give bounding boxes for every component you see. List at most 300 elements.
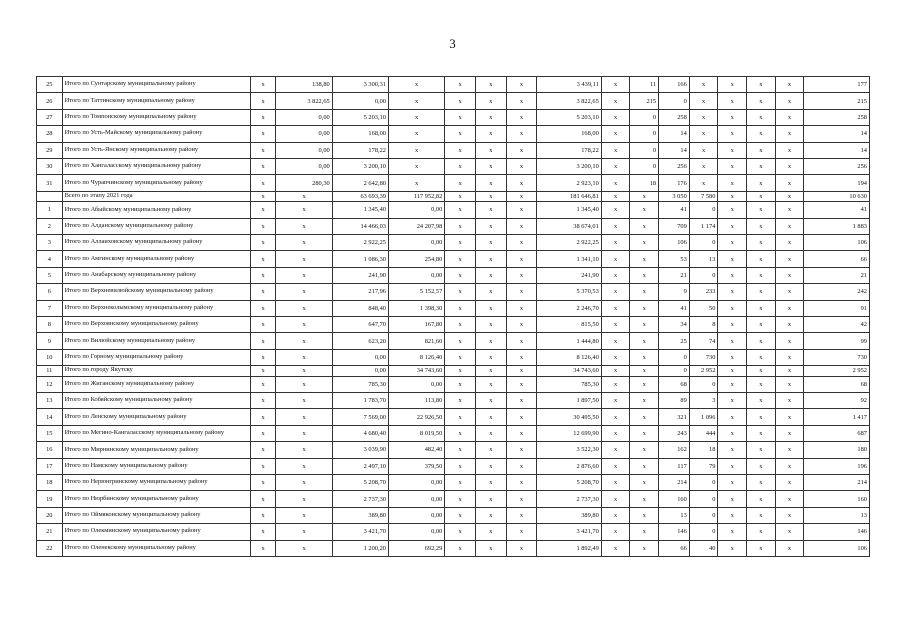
value-cell: 0,00 — [389, 202, 445, 218]
value-cell: 0,00 — [389, 235, 445, 251]
value-cell: 1 345,40 — [537, 202, 601, 218]
value-cell: x — [689, 93, 718, 109]
value-cell: x — [601, 507, 630, 523]
value-cell: x — [445, 126, 476, 142]
value-cell: x — [445, 366, 476, 377]
value-cell: x — [506, 191, 537, 202]
value-cell: x — [689, 109, 718, 125]
value-cell: x — [445, 507, 476, 523]
value-cell: x — [775, 474, 804, 490]
value-cell: x — [506, 251, 537, 267]
value-cell: x — [718, 524, 747, 540]
value-cell: x — [506, 376, 537, 392]
value-cell: 0,00 — [389, 491, 445, 507]
value-cell: x — [601, 251, 630, 267]
value-cell: 2 642,80 — [332, 175, 388, 191]
row-number-cell: 14 — [37, 409, 63, 425]
value-cell: 146 — [804, 524, 870, 540]
value-cell: x — [475, 393, 506, 409]
value-cell: 50 — [689, 300, 718, 316]
value-cell: x — [276, 376, 332, 392]
value-cell: x — [775, 366, 804, 377]
value-cell: 280,30 — [276, 175, 332, 191]
value-cell: 8 126,40 — [537, 349, 601, 365]
value-cell: 194 — [804, 175, 870, 191]
value-cell: 7 580 — [689, 191, 718, 202]
value-cell: x — [445, 93, 476, 109]
value-cell: x — [601, 284, 630, 300]
value-cell: x — [475, 507, 506, 523]
value-cell: x — [601, 316, 630, 332]
value-cell: 0 — [659, 349, 690, 365]
value-cell: x — [276, 366, 332, 377]
value-cell: 91 — [804, 300, 870, 316]
value-cell: x — [250, 175, 276, 191]
value-cell: x — [775, 442, 804, 458]
value-cell: x — [630, 474, 659, 490]
value-cell: x — [718, 491, 747, 507]
value-cell: 160 — [804, 491, 870, 507]
value-cell: x — [475, 300, 506, 316]
value-cell: x — [506, 218, 537, 234]
value-cell: x — [276, 191, 332, 202]
value-cell: x — [475, 175, 506, 191]
value-cell: x — [276, 333, 332, 349]
value-cell: x — [775, 300, 804, 316]
value-cell: x — [389, 77, 445, 93]
value-cell: x — [475, 109, 506, 125]
value-cell: x — [718, 109, 747, 125]
value-cell: 233 — [689, 284, 718, 300]
value-cell: x — [445, 409, 476, 425]
row-number-cell: 15 — [37, 425, 63, 441]
value-cell: 5 203,10 — [537, 109, 601, 125]
value-cell: x — [601, 175, 630, 191]
value-cell: 0 — [689, 235, 718, 251]
value-cell: x — [445, 158, 476, 174]
row-number-cell: 3 — [37, 235, 63, 251]
value-cell: 1 417 — [804, 409, 870, 425]
municipality-name-cell: Итого по Верхоянскому муниципальному району — [62, 316, 250, 332]
value-cell: 40 — [689, 540, 718, 556]
value-cell: 0,00 — [389, 376, 445, 392]
value-cell: 14 466,03 — [332, 218, 388, 234]
value-cell: x — [775, 409, 804, 425]
row-number-cell: 20 — [37, 507, 63, 523]
value-cell: x — [630, 267, 659, 283]
value-cell: x — [630, 458, 659, 474]
value-cell: x — [718, 333, 747, 349]
value-cell: x — [445, 316, 476, 332]
value-cell: x — [276, 251, 332, 267]
value-cell: x — [445, 191, 476, 202]
row-number-cell: 29 — [37, 142, 63, 158]
value-cell: 92 — [804, 393, 870, 409]
value-cell: x — [276, 491, 332, 507]
value-cell: x — [475, 540, 506, 556]
value-cell: x — [775, 267, 804, 283]
value-cell: x — [601, 458, 630, 474]
value-cell: x — [718, 202, 747, 218]
value-cell: x — [747, 267, 776, 283]
value-cell: 5 208,70 — [332, 474, 388, 490]
value-cell: x — [601, 409, 630, 425]
value-cell: x — [601, 376, 630, 392]
table-row — [37, 284, 870, 300]
table-row — [37, 218, 870, 234]
value-cell: x — [747, 524, 776, 540]
value-cell: x — [475, 284, 506, 300]
value-cell: x — [475, 425, 506, 441]
table-row — [37, 474, 870, 490]
value-cell: x — [775, 93, 804, 109]
value-cell: 9 — [659, 284, 690, 300]
value-cell: 181 646,81 — [537, 191, 601, 202]
value-cell: x — [475, 251, 506, 267]
value-cell: 0,00 — [389, 474, 445, 490]
value-cell: x — [475, 142, 506, 158]
municipality-name-cell: Итого по Таттинскому муниципальному району — [62, 93, 250, 109]
table-row — [37, 109, 870, 125]
row-number-cell: 8 — [37, 316, 63, 332]
value-cell: x — [475, 218, 506, 234]
value-cell: x — [775, 425, 804, 441]
value-cell: x — [718, 175, 747, 191]
value-cell: 4 680,40 — [332, 425, 388, 441]
value-cell: x — [775, 175, 804, 191]
value-cell: 692,29 — [389, 540, 445, 556]
value-cell: x — [389, 142, 445, 158]
table-row — [37, 491, 870, 507]
value-cell: x — [775, 524, 804, 540]
value-cell: 1 892,49 — [537, 540, 601, 556]
table-row — [37, 267, 870, 283]
table-row — [37, 202, 870, 218]
value-cell: 1 200,20 — [332, 540, 388, 556]
value-cell: 785,30 — [332, 376, 388, 392]
value-cell: x — [747, 158, 776, 174]
value-cell: x — [630, 251, 659, 267]
value-cell: 0 — [659, 366, 690, 377]
value-cell: 0,00 — [389, 524, 445, 540]
value-cell: 180 — [804, 442, 870, 458]
table-row — [37, 333, 870, 349]
value-cell: 1 897,50 — [537, 393, 601, 409]
row-number-cell: 30 — [37, 158, 63, 174]
value-cell: x — [775, 218, 804, 234]
value-cell: x — [718, 474, 747, 490]
value-cell: x — [506, 458, 537, 474]
municipality-name-cell: Итого по Усть-Майскому муниципальному району — [62, 126, 250, 142]
value-cell: 3 — [689, 393, 718, 409]
municipality-name-cell: Итого по Алданскому муниципальному району — [62, 218, 250, 234]
value-cell: x — [250, 202, 276, 218]
value-cell: x — [601, 524, 630, 540]
municipality-name-cell: Всего по этапу 2021 года — [62, 191, 250, 202]
value-cell: 0 — [689, 491, 718, 507]
value-cell: 1 341,10 — [537, 251, 601, 267]
value-cell: x — [601, 349, 630, 365]
value-cell: 0 — [689, 507, 718, 523]
value-cell: x — [445, 333, 476, 349]
value-cell: x — [506, 333, 537, 349]
value-cell: 321 — [659, 409, 690, 425]
value-cell: 167,80 — [389, 316, 445, 332]
value-cell: x — [506, 267, 537, 283]
value-cell: x — [475, 158, 506, 174]
value-cell: x — [276, 349, 332, 365]
value-cell: 243 — [659, 425, 690, 441]
row-number-cell: 2 — [37, 218, 63, 234]
municipality-name-cell: Итого по Олекминскому муниципальному району — [62, 524, 250, 540]
value-cell: 106 — [804, 235, 870, 251]
value-cell: 34 743,60 — [389, 366, 445, 377]
value-cell: x — [775, 77, 804, 93]
value-cell: 22 926,50 — [389, 409, 445, 425]
value-cell: 146 — [659, 524, 690, 540]
value-cell: x — [276, 524, 332, 540]
table-row — [37, 191, 870, 202]
value-cell: x — [475, 202, 506, 218]
value-cell: 5 370,53 — [537, 284, 601, 300]
row-number-cell — [37, 191, 63, 202]
value-cell: x — [718, 267, 747, 283]
value-cell: x — [718, 366, 747, 377]
value-cell: x — [276, 425, 332, 441]
value-cell: x — [718, 191, 747, 202]
value-cell: x — [475, 191, 506, 202]
value-cell: x — [747, 77, 776, 93]
value-cell: x — [445, 540, 476, 556]
value-cell: 256 — [804, 158, 870, 174]
value-cell: x — [747, 284, 776, 300]
value-cell: x — [689, 77, 718, 93]
value-cell: x — [718, 77, 747, 93]
value-cell: 117 952,82 — [389, 191, 445, 202]
value-cell: x — [475, 458, 506, 474]
value-cell: 3 300,31 — [332, 77, 388, 93]
value-cell: 214 — [659, 474, 690, 490]
value-cell: x — [747, 376, 776, 392]
table-row — [37, 316, 870, 332]
value-cell: x — [445, 77, 476, 93]
value-cell: 821,60 — [389, 333, 445, 349]
value-cell: x — [630, 491, 659, 507]
value-cell: x — [506, 366, 537, 377]
value-cell: x — [276, 300, 332, 316]
value-cell: x — [276, 235, 332, 251]
value-cell: 2 952 — [804, 366, 870, 377]
value-cell: 214 — [804, 474, 870, 490]
value-cell: 0 — [630, 126, 659, 142]
value-cell: x — [747, 349, 776, 365]
value-cell: 34 743,60 — [537, 366, 601, 377]
value-cell: x — [506, 409, 537, 425]
value-cell: x — [276, 507, 332, 523]
value-cell: x — [250, 376, 276, 392]
value-cell: x — [775, 284, 804, 300]
value-cell: x — [747, 126, 776, 142]
value-cell: x — [445, 491, 476, 507]
value-cell: 68 — [659, 376, 690, 392]
table-row — [37, 425, 870, 441]
municipality-name-cell: Итого по Ленскому муниципальному району — [62, 409, 250, 425]
value-cell: x — [775, 349, 804, 365]
value-cell: x — [718, 142, 747, 158]
value-cell: x — [775, 235, 804, 251]
value-cell: x — [276, 474, 332, 490]
value-cell: 0 — [689, 524, 718, 540]
value-cell: 2 737,30 — [537, 491, 601, 507]
value-cell: x — [276, 218, 332, 234]
value-cell: x — [601, 540, 630, 556]
value-cell: x — [445, 376, 476, 392]
value-cell: 3 421,70 — [332, 524, 388, 540]
value-cell: x — [276, 409, 332, 425]
value-cell: x — [506, 524, 537, 540]
value-cell: x — [601, 93, 630, 109]
value-cell: 1 096 — [689, 409, 718, 425]
value-cell: 241,90 — [537, 267, 601, 283]
value-cell: x — [601, 491, 630, 507]
value-cell: x — [601, 109, 630, 125]
value-cell: x — [250, 142, 276, 158]
value-cell: x — [601, 218, 630, 234]
value-cell: x — [475, 267, 506, 283]
value-cell: x — [445, 284, 476, 300]
value-cell: x — [506, 393, 537, 409]
value-cell: x — [601, 474, 630, 490]
table-row — [37, 507, 870, 523]
value-cell: x — [775, 191, 804, 202]
value-cell: x — [250, 409, 276, 425]
municipality-name-cell: Итого по городу Якутску — [62, 366, 250, 377]
value-cell: x — [601, 366, 630, 377]
value-cell: x — [250, 191, 276, 202]
value-cell: 258 — [804, 109, 870, 125]
value-cell: 0,00 — [276, 109, 332, 125]
value-cell: 113,80 — [389, 393, 445, 409]
table-row — [37, 349, 870, 365]
value-cell: x — [718, 409, 747, 425]
value-cell: 42 — [804, 316, 870, 332]
value-cell: x — [630, 366, 659, 377]
value-cell: x — [630, 300, 659, 316]
value-cell: 0,00 — [332, 349, 388, 365]
value-cell: x — [747, 507, 776, 523]
value-cell: x — [276, 202, 332, 218]
value-cell: x — [506, 349, 537, 365]
value-cell: x — [250, 126, 276, 142]
value-cell: 215 — [630, 93, 659, 109]
value-cell: 13 — [804, 507, 870, 523]
value-cell: x — [445, 442, 476, 458]
value-cell: x — [747, 316, 776, 332]
value-cell: x — [445, 175, 476, 191]
row-number-cell: 11 — [37, 366, 63, 377]
value-cell: x — [445, 251, 476, 267]
value-cell: x — [775, 507, 804, 523]
value-cell: 242 — [804, 284, 870, 300]
municipality-name-cell: Итого по Хангаласскому муниципальному району — [62, 158, 250, 174]
value-cell: x — [506, 540, 537, 556]
value-cell: x — [250, 218, 276, 234]
value-cell: x — [747, 218, 776, 234]
value-cell: 3 822,65 — [276, 93, 332, 109]
value-cell: x — [718, 316, 747, 332]
value-cell: 0 — [689, 474, 718, 490]
value-cell: x — [630, 376, 659, 392]
value-cell: 0 — [630, 142, 659, 158]
municipality-name-cell: Итого по Аллаиховскому муниципальному району — [62, 235, 250, 251]
value-cell: x — [747, 409, 776, 425]
value-cell: 21 — [659, 267, 690, 283]
value-cell: 0,00 — [332, 93, 388, 109]
value-cell: 3 421,70 — [537, 524, 601, 540]
value-cell: 168,00 — [332, 126, 388, 142]
value-cell: x — [475, 442, 506, 458]
value-cell: x — [718, 393, 747, 409]
value-cell: 3 039,90 — [332, 442, 388, 458]
value-cell: x — [775, 251, 804, 267]
table-row — [37, 77, 870, 93]
value-cell: 166 — [659, 77, 690, 93]
municipality-name-cell: Итого по Горному муниципальному району — [62, 349, 250, 365]
value-cell: x — [250, 425, 276, 441]
value-cell: x — [475, 93, 506, 109]
value-cell: x — [506, 202, 537, 218]
value-cell: x — [445, 393, 476, 409]
value-cell: x — [601, 267, 630, 283]
value-cell: 3 200,10 — [332, 158, 388, 174]
municipality-name-cell: Итого по Абыйскому муниципальному району — [62, 202, 250, 218]
value-cell: 1 883 — [804, 218, 870, 234]
value-cell: x — [475, 491, 506, 507]
value-cell: 38 674,01 — [537, 218, 601, 234]
value-cell: x — [506, 474, 537, 490]
value-cell: x — [747, 540, 776, 556]
value-cell: x — [775, 109, 804, 125]
value-cell: 5 152,57 — [389, 284, 445, 300]
value-cell: x — [601, 158, 630, 174]
value-cell: 24 207,98 — [389, 218, 445, 234]
value-cell: x — [747, 142, 776, 158]
municipality-name-cell: Итого по Чурапчинскому муниципальному району — [62, 175, 250, 191]
value-cell: 14 — [659, 142, 690, 158]
value-cell: 53 — [659, 251, 690, 267]
value-cell: x — [747, 202, 776, 218]
row-number-cell: 26 — [37, 93, 63, 109]
value-cell: 0 — [689, 267, 718, 283]
value-cell: 176 — [659, 175, 690, 191]
value-cell: x — [506, 235, 537, 251]
value-cell: x — [250, 316, 276, 332]
value-cell: 1 174 — [689, 218, 718, 234]
value-cell: x — [506, 158, 537, 174]
value-cell: 647,70 — [332, 316, 388, 332]
value-cell: x — [445, 524, 476, 540]
value-cell: x — [475, 126, 506, 142]
value-cell: 2 876,60 — [537, 458, 601, 474]
row-number-cell: 28 — [37, 126, 63, 142]
value-cell: 1 086,30 — [332, 251, 388, 267]
value-cell: x — [630, 540, 659, 556]
value-cell: x — [718, 235, 747, 251]
value-cell: 215 — [804, 93, 870, 109]
value-cell: 177 — [804, 77, 870, 93]
municipality-name-cell: Итого по Мирнинскому муниципальному району — [62, 442, 250, 458]
value-cell: 41 — [659, 202, 690, 218]
